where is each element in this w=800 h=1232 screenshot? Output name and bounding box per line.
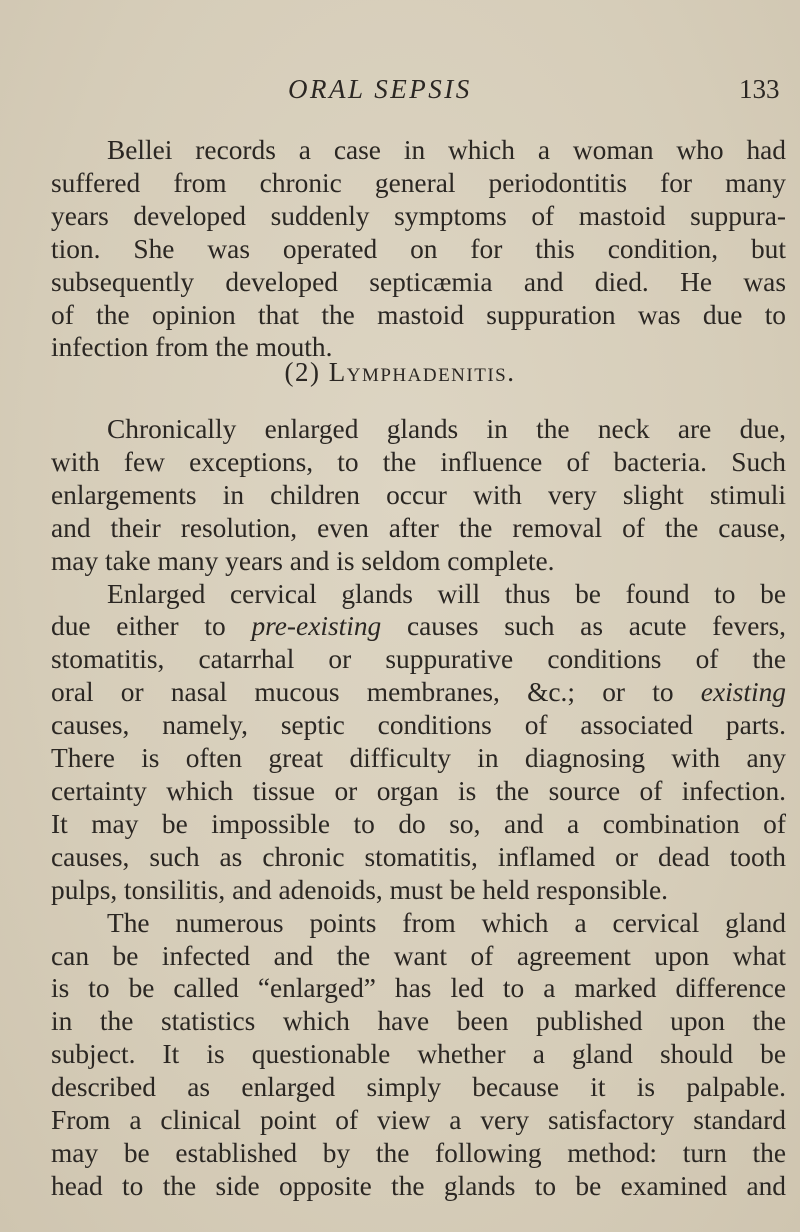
text-line: Bellei records a case in which a woman who had <box>107 135 786 165</box>
text-line: causes, namely, septic conditions of associated parts. <box>51 710 786 741</box>
running-title: ORAL SEPSIS <box>288 74 472 104</box>
text-line: with few exceptions, to the influence of bacteria. Such <box>51 446 786 477</box>
text-line: certainty which tissue or organ is the source of infection. <box>51 775 786 806</box>
section-body <box>51 413 786 1203</box>
text-line: described as enlarged simply because it is palpable. <box>51 1072 786 1103</box>
text-line: and their resolution, even after the removal of the cause, <box>51 512 786 543</box>
text-line: stomatitis, catarrhal or suppurative conditions of the <box>51 644 786 675</box>
text-fragment: due either to <box>51 611 252 642</box>
text-line: can be infected and the want of agreement upon what <box>51 940 786 971</box>
text-line: years developed suddenly symptoms of mastoid suppura- <box>51 200 786 231</box>
section-heading <box>0 356 800 388</box>
text-line: enlargements in children occur with very slight stimuli <box>51 479 786 510</box>
text-fragment: causes such as acute fevers, <box>381 611 786 642</box>
text-line: head to the side opposite the glands to be examined and <box>51 1170 786 1201</box>
text-line: Chronically enlarged glands in the neck are due, <box>107 414 786 444</box>
text-line: pulps, tonsilitis, and adenoids, must be held responsible. <box>51 874 668 905</box>
section-number: (2) <box>284 357 321 387</box>
text-line: of the opinion that the mastoid suppuration was due to <box>51 299 786 330</box>
text-line: in the statistics which have been published upon the <box>51 1006 786 1037</box>
emphasis-text: pre-existing <box>251 611 382 642</box>
text-line: may be established by the following method: turn the <box>51 1137 786 1168</box>
text-line: From a clinical point of view a very satisfactory standard <box>51 1105 786 1136</box>
text-line: causes, such as chronic stomatitis, inflamed or dead tooth <box>51 841 786 872</box>
paragraph-mastoid-case <box>51 134 786 364</box>
text-line: is to be called “enlarged” has led to a marked difference <box>51 973 786 1004</box>
text-line: suffered from chronic general periodontitis for many <box>51 167 786 198</box>
text-line: may take many years and is seldom complete. <box>51 545 555 576</box>
text-line: subject. It is questionable whether a gland should be <box>51 1039 786 1070</box>
emphasis-text: existing <box>700 677 786 708</box>
running-head <box>0 74 800 114</box>
section-title: Lymphadenitis. <box>328 357 516 387</box>
text-line: infection from the mouth. <box>51 332 333 363</box>
text-line <box>51 610 786 643</box>
text-line: There is often great difficulty in diagnosing with any <box>51 743 786 774</box>
page-number: 133 <box>739 74 780 104</box>
text-line: subsequently developed septicæmia and died. He was <box>51 266 786 297</box>
text-line: tion. She was operated on for this condition, but <box>51 233 786 264</box>
text-line: It may be impossible to do so, and a combination of <box>51 808 786 839</box>
text-line: The numerous points from which a cervical gland <box>107 907 786 938</box>
text-fragment: oral or nasal mucous membranes, &c.; or to <box>51 677 701 708</box>
text-line <box>51 676 786 709</box>
text-line: Enlarged cervical glands will thus be found to be <box>107 578 786 609</box>
